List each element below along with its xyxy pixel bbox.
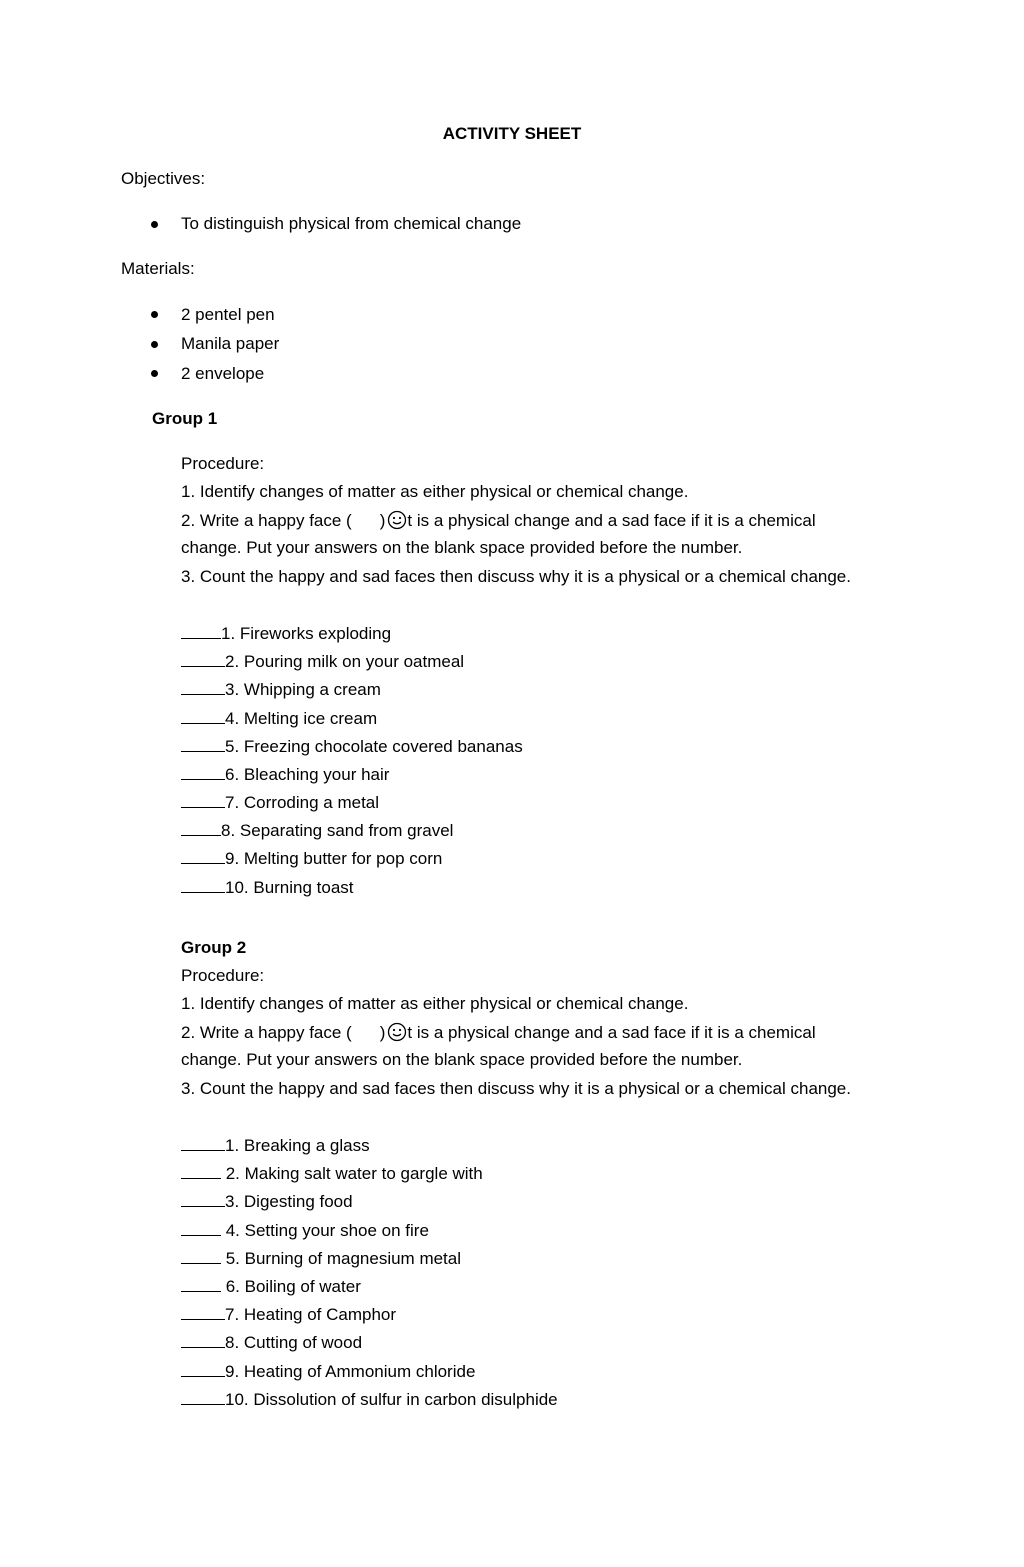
- item-text: 8. Separating sand from gravel: [221, 821, 454, 840]
- group-2-item: [181, 1332, 362, 1353]
- answer-blank[interactable]: [181, 1135, 225, 1151]
- item-text: 1. Breaking a glass: [225, 1136, 370, 1155]
- group-2-item: [181, 1361, 475, 1382]
- item-text: 5. Freezing chocolate covered bananas: [225, 737, 523, 756]
- group-1-item: [181, 820, 453, 841]
- bullet-icon: [151, 341, 158, 348]
- objectives-label: Objectives:: [121, 169, 206, 188]
- step-2-text-start: 2. Write a happy face (: [181, 1023, 352, 1042]
- material-item: Manila paper: [181, 334, 280, 353]
- group-2-step-2: [181, 1022, 816, 1043]
- step-2-paren-close: ): [379, 1023, 386, 1042]
- item-text: 4. Melting ice cream: [225, 709, 378, 728]
- bullet-icon: [151, 221, 158, 228]
- item-text: 6. Boiling of water: [221, 1277, 361, 1296]
- group-1-item: [181, 651, 464, 672]
- step-2-text-start: 2. Write a happy face (: [181, 511, 352, 530]
- group-2-procedure-label: Procedure:: [181, 966, 265, 985]
- item-text: 9. Heating of Ammonium chloride: [225, 1362, 476, 1381]
- group-1-item: [181, 792, 379, 813]
- group-2-heading: Group 2: [181, 938, 247, 957]
- group-2-step-1: 1. Identify changes of matter as either physical or chemical change.: [181, 994, 689, 1013]
- item-text: 5. Burning of magnesium metal: [221, 1249, 462, 1268]
- answer-blank[interactable]: [181, 651, 225, 667]
- item-text: 7. Corroding a metal: [225, 793, 380, 812]
- bullet-icon: [151, 311, 158, 318]
- step-2-text-end: t is a physical change and a sad face if it is a chemical: [407, 511, 816, 530]
- group-2-item: [181, 1135, 370, 1156]
- item-text: 2. Making salt water to gargle with: [221, 1164, 483, 1183]
- group-1-item: [181, 848, 442, 869]
- answer-blank[interactable]: [181, 1389, 225, 1405]
- group-2-item: [181, 1276, 361, 1297]
- answer-blank[interactable]: [181, 1220, 221, 1236]
- material-item: 2 pentel pen: [181, 305, 275, 324]
- group-1-item: [181, 736, 523, 757]
- answer-blank[interactable]: [181, 820, 221, 836]
- item-text: 3. Digesting food: [225, 1192, 353, 1211]
- group-2-item: [181, 1191, 353, 1212]
- item-text: 3. Whipping a cream: [225, 680, 381, 699]
- step-2-text-end: t is a physical change and a sad face if it is a chemical: [407, 1023, 816, 1042]
- group-1-procedure-label: Procedure:: [181, 454, 265, 473]
- group-1-item: [181, 623, 391, 644]
- answer-blank[interactable]: [181, 1248, 221, 1264]
- group-2-item: [181, 1248, 461, 1269]
- item-text: 7. Heating of Camphor: [225, 1305, 397, 1324]
- answer-blank[interactable]: [181, 764, 225, 780]
- answer-blank[interactable]: [181, 848, 225, 864]
- item-text: 10. Burning toast: [225, 878, 354, 897]
- item-text: 4. Setting your shoe on fire: [221, 1221, 429, 1240]
- group-2-item: [181, 1389, 558, 1410]
- item-text: 9. Melting butter for pop corn: [225, 849, 443, 868]
- answer-blank[interactable]: [181, 679, 225, 695]
- answer-blank[interactable]: [181, 877, 225, 893]
- materials-label: Materials:: [121, 259, 195, 278]
- answer-blank[interactable]: [181, 623, 221, 639]
- answer-blank[interactable]: [181, 792, 225, 808]
- answer-blank[interactable]: [181, 736, 225, 752]
- group-2-item: [181, 1220, 429, 1241]
- group-1-item: [181, 679, 381, 700]
- answer-blank[interactable]: [181, 1332, 225, 1348]
- group-2-item: [181, 1163, 483, 1184]
- bullet-icon: [151, 370, 158, 377]
- answer-blank[interactable]: [181, 1163, 221, 1179]
- group-1-heading: Group 1: [152, 409, 218, 428]
- group-1-item: [181, 764, 389, 785]
- item-text: 1. Fireworks exploding: [221, 624, 392, 643]
- group-1-step-2-cont: change. Put your answers on the blank space provided before the number.: [181, 538, 743, 557]
- page-title: ACTIVITY SHEET: [442, 124, 582, 143]
- group-1-step-2: [181, 510, 816, 531]
- answer-blank[interactable]: [181, 1191, 225, 1207]
- smiley-face-icon: [387, 1022, 407, 1042]
- group-1-item: [181, 708, 377, 729]
- answer-blank[interactable]: [181, 1361, 225, 1377]
- material-item: 2 envelope: [181, 364, 265, 383]
- smiley-face-icon: [387, 510, 407, 530]
- objective-item: To distinguish physical from chemical change: [181, 214, 522, 233]
- answer-blank[interactable]: [181, 1304, 225, 1320]
- step-2-paren-close: ): [379, 511, 386, 530]
- item-text: 8. Cutting of wood: [225, 1333, 363, 1352]
- group-1-step-1: 1. Identify changes of matter as either physical or chemical change.: [181, 482, 689, 501]
- group-1-item: [181, 877, 354, 898]
- group-2-step-2-cont: change. Put your answers on the blank space provided before the number.: [181, 1050, 743, 1069]
- answer-blank[interactable]: [181, 1276, 221, 1292]
- item-text: 10. Dissolution of sulfur in carbon disulphide: [225, 1390, 558, 1409]
- group-2-item: [181, 1304, 396, 1325]
- group-2-step-3: 3. Count the happy and sad faces then discuss why it is a physical or a chemical change.: [181, 1079, 851, 1098]
- item-text: 6. Bleaching your hair: [225, 765, 390, 784]
- group-1-step-3: 3. Count the happy and sad faces then discuss why it is a physical or a chemical change.: [181, 567, 851, 586]
- answer-blank[interactable]: [181, 708, 225, 724]
- item-text: 2. Pouring milk on your oatmeal: [225, 652, 465, 671]
